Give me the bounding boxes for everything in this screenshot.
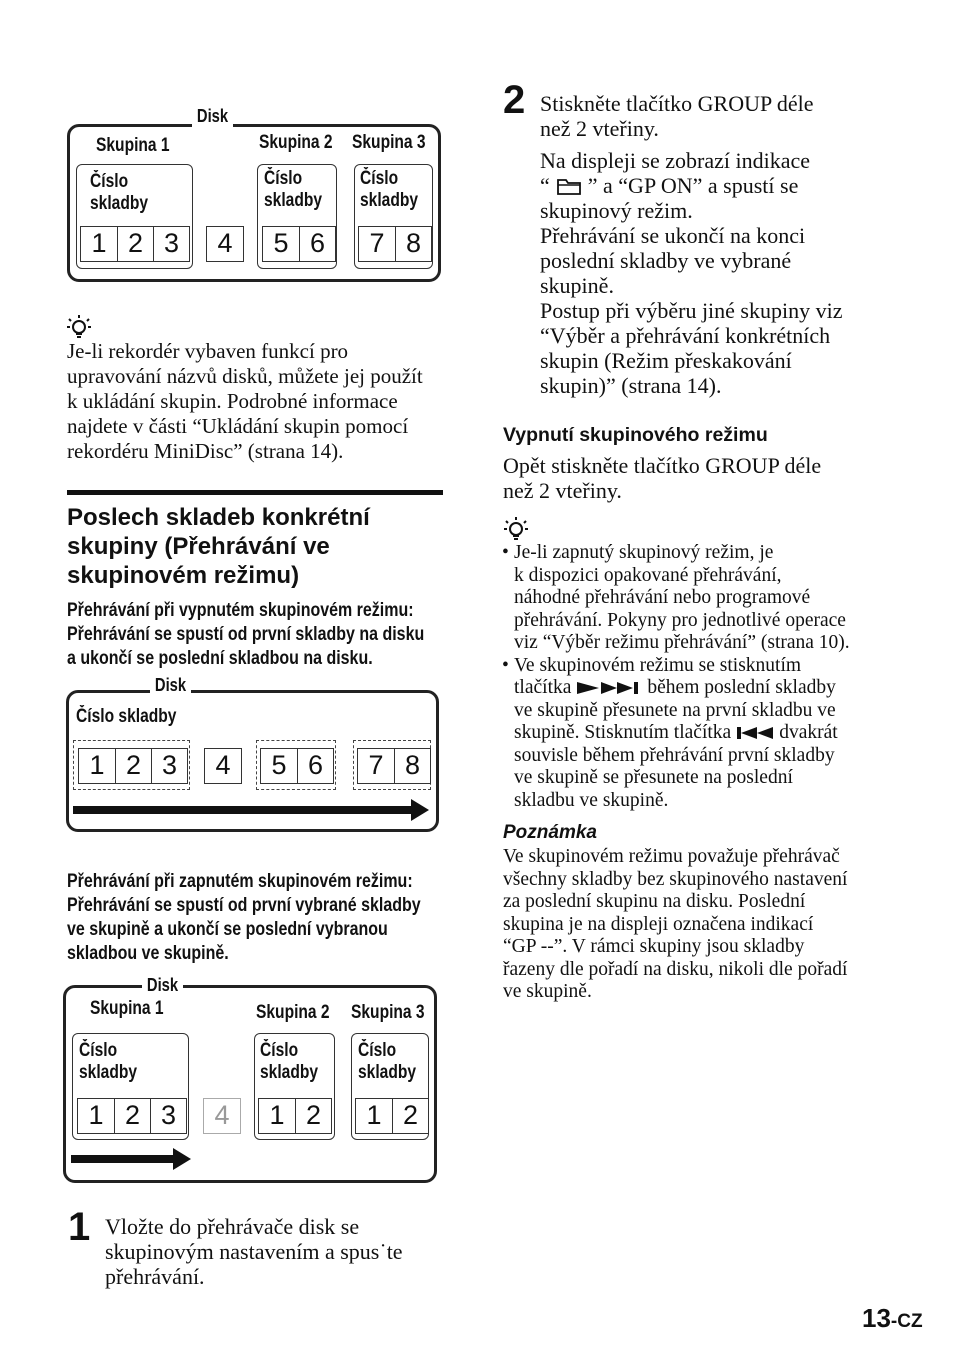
section-heading: Poslech skladeb konkrétní skupiny (Přehrávání ve skupinovém režimu) (67, 504, 370, 589)
track-number: 3 (151, 749, 187, 783)
step-number: 1 (68, 1205, 91, 1249)
play-next-icon (575, 680, 643, 696)
track-cells (260, 748, 334, 784)
track-cells (358, 226, 432, 262)
track-number: 5 (273, 228, 289, 258)
track-number: 4 (214, 1100, 230, 1130)
track-cells (206, 226, 244, 262)
track-number-label: Číslo skladby (76, 706, 177, 727)
track-number: 1 (88, 1100, 104, 1130)
track-number: 4 (217, 228, 233, 258)
tip-bullet: • Je-li zapnutý skupinový režim, je k dispozici opakované přehrávání, náhodné přehrávání nebo programové přehrávání. Pokyny pro jednotlivé operace viz “Výběr režimu přehrávání” (strana 10). (502, 542, 850, 653)
track-number-label: Číslo skladby (260, 1040, 319, 1083)
group-label: Skupina 2 (256, 1002, 330, 1023)
track-cells (78, 748, 188, 784)
group-label: Skupina 2 (259, 132, 333, 153)
track-number: 8 (395, 227, 431, 261)
page-number: 13-CZ (862, 1303, 923, 1333)
track-number: 5 (271, 750, 287, 780)
step-text: Vložte do přehrávače disk se skupinovým nastavením a spus˙te přehrávání. (105, 1214, 403, 1289)
group-label: Skupina 1 (96, 135, 170, 156)
group-label: Skupina 3 (352, 132, 426, 153)
note-text: Ve skupinovém režimu považuje přehrávač všechny skladby bez skupinového nastavení za poslední skupinu na disku. Poslední skupina je na displeji označena indikací “GP --”. V rámci skupiny jsou skladby řazeny dle pořadí na disku, nikoli dle pořadí ve skupině. (503, 846, 848, 1002)
track-number: 2 (115, 749, 151, 783)
note-heading: Poznámka (503, 822, 597, 843)
group-mode-off-description: Přehrávání při vypnutém skupinovém režimu: Přehrávání se spustí od první skladby na disku a ukončí se poslední skladbou na disku. (67, 599, 425, 669)
previous-icon (735, 725, 775, 741)
track-cells (262, 226, 336, 262)
folder-icon (552, 175, 586, 197)
track-number: 4 (215, 750, 231, 780)
track-number: 2 (295, 1099, 331, 1133)
track-number-label: Číslo skladby (360, 168, 419, 211)
track-cells (258, 1098, 332, 1134)
track-number-label: Číslo skladby (90, 171, 149, 214)
group-label: Skupina 1 (90, 998, 164, 1019)
track-number: 6 (297, 749, 333, 783)
subsection-heading: Vypnutí skupinového režimu (503, 424, 768, 446)
track-number: 2 (392, 1099, 428, 1133)
track-number: 1 (91, 228, 107, 258)
track-number: 2 (114, 1099, 150, 1133)
playback-arrow (71, 1155, 175, 1163)
section-rule (67, 490, 443, 495)
group-label: Skupina 3 (351, 1002, 425, 1023)
step-number: 2 (503, 78, 526, 122)
track-cells (77, 1098, 187, 1134)
track-number: 1 (366, 1100, 382, 1130)
disk-label: Disk (192, 106, 233, 127)
tip-list (502, 542, 892, 812)
track-number: 3 (150, 1099, 186, 1133)
track-cells (80, 226, 190, 262)
playback-arrow (73, 806, 413, 814)
disk-label: Disk (150, 675, 191, 696)
track-number: 1 (269, 1100, 285, 1130)
track-cells (357, 748, 431, 784)
lightbulb-icon (503, 516, 529, 542)
track-number: 7 (369, 228, 385, 258)
track-number-label: Číslo skladby (264, 168, 323, 211)
group-mode-on-description: Přehrávání při zapnutém skupinovém režimu: Přehrávání se spustí od první vybrané skladby ve skupině a ukončí se poslední vybranou skladbou ve skupině. (67, 870, 421, 964)
track-number: 8 (394, 749, 430, 783)
track-number-label: Číslo skladby (79, 1040, 138, 1083)
track-number: 1 (89, 750, 105, 780)
track-number: 7 (368, 750, 384, 780)
track-number: 2 (117, 227, 153, 261)
track-number: 6 (299, 227, 335, 261)
track-number: 3 (153, 227, 189, 261)
subsection-text: Opět stiskněte tlačítko GROUP déle než 2 vteřiny. (503, 453, 822, 503)
track-cells (204, 748, 242, 784)
disk-label: Disk (142, 975, 183, 996)
tip-text: Je-li rekordér vybaven funkcí pro upravování názvů disků, můžete jej použít k ukládání skupin. Podrobné informace najdete v části “Ukládání skupin pomocí rekordéru MiniDisc” (strana 14). (67, 339, 423, 463)
lightbulb-icon (66, 314, 92, 340)
tip-bullet: • Ve skupinovém režimu se stisknutím tlačítka během poslední skladby ve skupině přesunete na první skladbu ve skupině. Stisknutím tlačítka dvakrát souvisle během přehrávání první skladby ve skupině se přesunete na poslední skladbu ve skupině. (502, 654, 838, 811)
step-text: Stiskněte tlačítko GROUP déle než 2 vteřiny. Na displeji se zobrazí indikace “ ” a “GP ON” a spustí se skupinový režim. Přehrávání se ukončí na konci poslední skladby ve vybrané skupině. Postup při výběru jiné skupiny viz “Výběr a přehrávání konkrétních skupin (Režim přeskakování skupin)” (strana 14). (540, 91, 843, 398)
track-cells-inactive (203, 1098, 241, 1134)
track-cells (355, 1098, 429, 1134)
track-number-label: Číslo skladby (358, 1040, 417, 1083)
